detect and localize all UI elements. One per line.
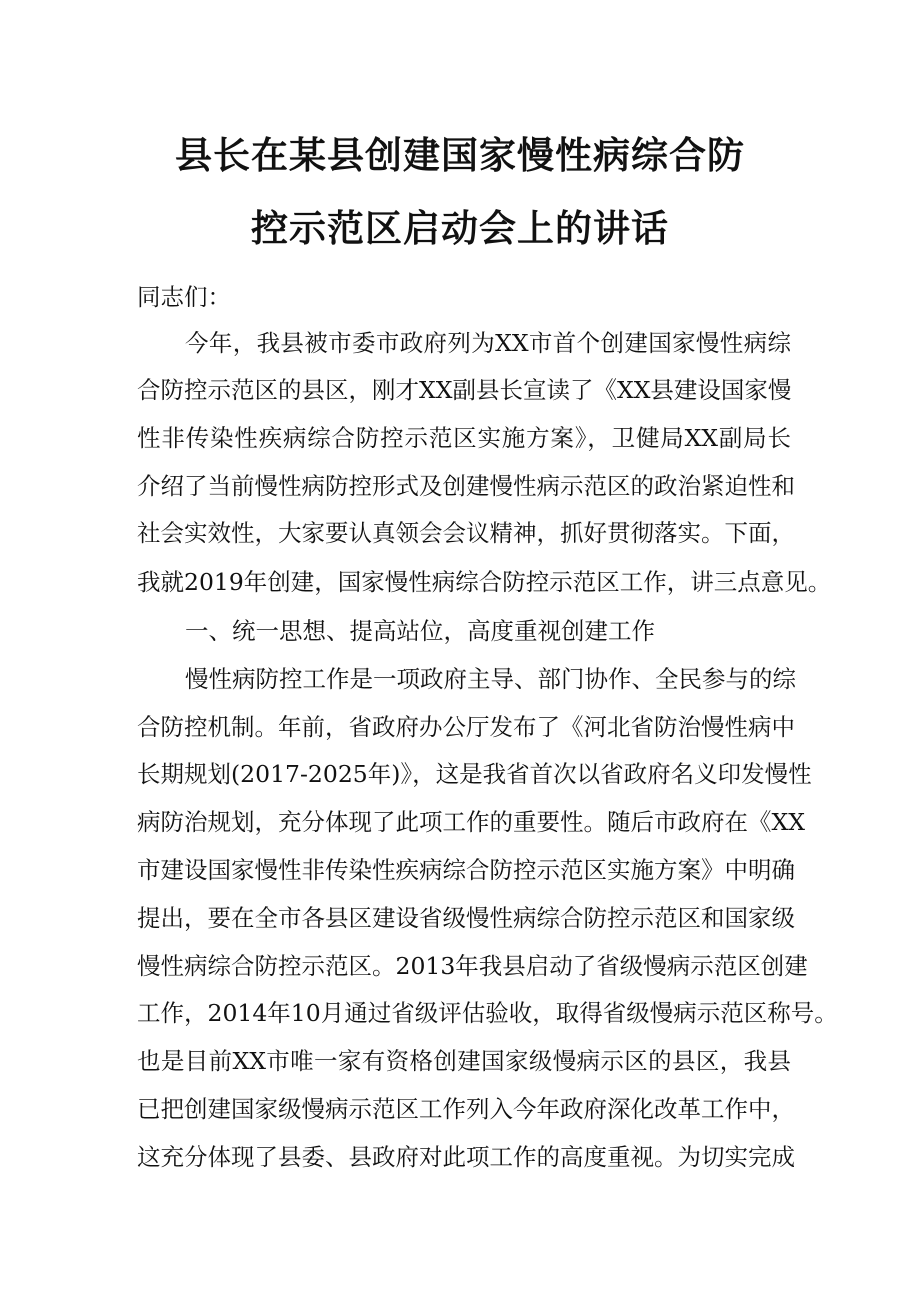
salutation: 同志们：: [137, 283, 231, 311]
paragraph-line: 市建设国家慢性非传染性疾病综合防控示范区实施方案》中明确: [137, 856, 795, 884]
paragraph-line: 今年，我县被市委市政府列为XX市首个创建国家慢性病综: [185, 329, 791, 357]
paragraph-line: 已把创建国家级慢病示范区工作列入今年政府深化改革工作中，: [137, 1095, 795, 1123]
document-title-line-2: 控示范区启动会上的讲话: [251, 207, 669, 250]
paragraph-line: 工作，2014年10月通过省级评估验收，取得省级慢病示范区称号。: [137, 999, 838, 1027]
paragraph-line: 社会实效性，大家要认真领会会议精神，抓好贯彻落实。下面，: [137, 519, 795, 547]
paragraph-line: 介绍了当前慢性病防控形式及创建慢性病示范区的政治紧迫性和: [137, 472, 795, 500]
paragraph-line: 这充分体现了县委、县政府对此项工作的高度重视。为切实完成: [137, 1143, 795, 1171]
paragraph-line: 慢性病防控工作是一项政府主导、部门协作、全民参与的综: [185, 665, 796, 693]
paragraph-line: 也是目前XX市唯一家有资格创建国家级慢病示区的县区，我县: [137, 1047, 791, 1075]
paragraph-line: 病防治规划，充分体现了此项工作的重要性。随后市政府在《XX: [137, 808, 805, 836]
paragraph-line: 合防控机制。年前，省政府办公厅发布了《河北省防治慢性病中: [137, 713, 795, 741]
paragraph-line: 慢性病综合防控示范区。2013年我县启动了省级慢病示范区创建: [137, 952, 808, 980]
paragraph-line: 提出，要在全市各县区建设省级慢性病综合防控示范区和国家级: [137, 904, 795, 932]
paragraph-line: 合防控示范区的县区，刚才XX副县长宣读了《XX县建设国家慢: [137, 376, 792, 404]
paragraph-line: 性非传染性疾病综合防控示范区实施方案》，卫健局XX副局长: [137, 424, 791, 452]
paragraph-line: 我就2019年创建，国家慢性病综合防控示范区工作，讲三点意见。: [137, 568, 832, 596]
document-title-line-1: 县长在某县创建国家慢性病综合防: [175, 134, 745, 177]
paragraph-line: 长期规划(2017-2025年)》，这是我省首次以省政府名义印发慢性: [137, 760, 812, 788]
section-heading: 一、统一思想、提高站位，高度重视创建工作: [185, 617, 655, 645]
